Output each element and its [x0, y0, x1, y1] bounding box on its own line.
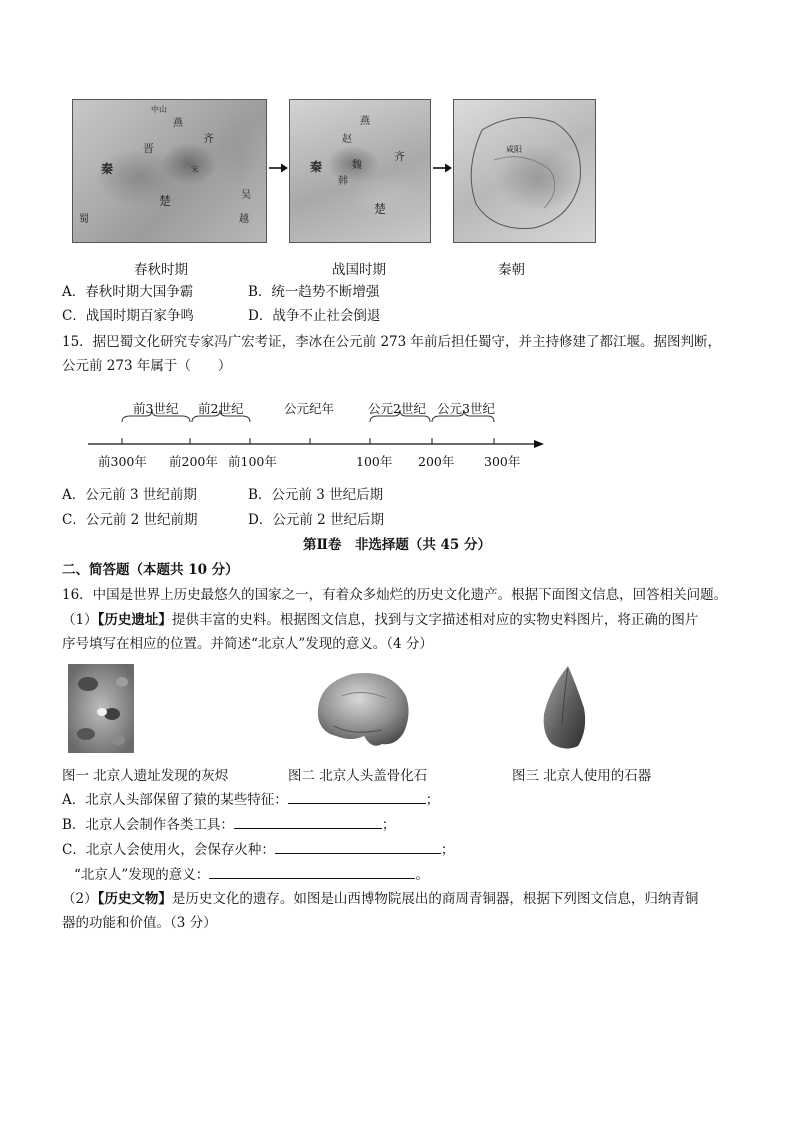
blank-d-label: “北京人”发现的意义： [74, 867, 210, 883]
map-label: 齐 [203, 132, 214, 145]
map-label: 宋 [191, 165, 199, 174]
answer-blank-a[interactable] [288, 789, 426, 804]
q16-sub2-text: 是历史文化的遗存。如图是山西博物院展出的商周青铜器，根据下列图文信息，归纳青铜 [171, 891, 699, 907]
map-label: 越 [239, 214, 249, 225]
fig2-caption: 图二 北京人头盖骨化石 [288, 768, 428, 784]
q16-sub2-tag: 【历史文物】 [97, 891, 172, 907]
map-label: 燕 [360, 116, 370, 127]
blank-a-label: A．北京人头部保留了猿的某些特征： [62, 792, 288, 808]
section2-title: 二、简答题（本题共 10 分） [62, 562, 239, 578]
ashes-photo [68, 664, 134, 753]
map-label: 吴 [241, 190, 251, 201]
blank-a-end: ； [425, 792, 440, 808]
map-label: 中山 [151, 105, 167, 114]
map-label: 韩 [338, 176, 348, 187]
q16-blank-d [74, 864, 429, 885]
timeline-upper-label: 公元3世纪 [437, 401, 495, 416]
timeline-lower-label: 前100年 [228, 454, 277, 469]
q15-option-a: A．公元前 3 世纪前期 [62, 487, 197, 503]
blank-c-end: ； [440, 842, 455, 858]
q16-sub2-line2: 器的功能和价值。（3 分） [62, 915, 217, 931]
timeline-upper-label: 公元纪年 [284, 401, 335, 416]
blank-c-label: C．北京人会使用火，会保存火种： [62, 842, 275, 858]
q16-blank-c [62, 839, 454, 860]
fig1-caption: 图一 北京人遗址发现的灰烬 [62, 768, 229, 784]
answer-blank-c[interactable] [275, 839, 441, 854]
q15-option-b: B．公元前 3 世纪后期 [248, 487, 384, 503]
timeline-upper-label: 前2世纪 [198, 401, 244, 416]
stone-tool-photo [538, 664, 588, 752]
timeline-lower-label: 前300年 [98, 454, 147, 469]
timeline-lower-label: 100年 [356, 454, 393, 469]
map-caption: 战国时期 [332, 262, 386, 278]
blank-b-end: ； [381, 817, 396, 833]
q16-blank-b [62, 814, 395, 835]
map-label: 蜀 [79, 214, 89, 225]
map-caption: 春秋时期 [134, 262, 188, 278]
arrow-icon [432, 162, 453, 174]
timeline-upper-label: 前3世纪 [133, 401, 179, 416]
map-caption: 秦朝 [498, 262, 525, 278]
q16-sub2-line1 [62, 889, 698, 909]
q15-option-c: C．公元前 2 世纪前期 [62, 512, 198, 528]
timeline-lower-label: 200年 [418, 454, 455, 469]
map-warring-states [289, 99, 431, 243]
map-label: 晋 [143, 142, 154, 155]
blank-b-label: B．北京人会制作各类工具： [62, 817, 234, 833]
map-label: 魏 [352, 160, 362, 171]
map-label: 咸阳 [506, 145, 522, 154]
q16-sub1-line1 [62, 610, 698, 630]
q16-blank-a [62, 789, 439, 810]
timeline-upper-label: 公元2世纪 [368, 401, 426, 416]
answer-blank-d[interactable] [209, 864, 415, 879]
map-label: 秦 [310, 160, 323, 174]
q15-stem-line1: 15．据巴蜀文化研究专家冯广宏考证，李冰在公元前 273 年前后担任蜀守，并主持修建了都江堰。据图判断， [62, 334, 722, 350]
q16-sub1-text: 提供丰富的史料。根据图文信息，找到与文字描述相对应的实物史料图片，将正确的图片 [171, 612, 699, 628]
map-label: 楚 [374, 202, 387, 216]
map-label: 赵 [342, 134, 352, 145]
q16-intro: 16．中国是世界上历史最悠久的国家之一，有着众多灿烂的历史文化遗产。根据下面图文信息，回答相关问题。 [62, 587, 728, 603]
q15-option-d: D．公元前 2 世纪后期 [248, 512, 384, 528]
timeline-lower-label: 300年 [484, 454, 521, 469]
map-label: 秦 [101, 162, 114, 176]
map-label: 燕 [173, 118, 183, 129]
q14-option-d: D．战争不止社会倒退 [248, 308, 381, 324]
timeline-lower-label: 前200年 [169, 454, 218, 469]
map-spring-autumn [72, 99, 267, 243]
q15-stem-line2: 公元前 273 年属于（ ） [62, 358, 232, 374]
q16-sub1-line2: 序号填写在相应的位置。并简述“北京人”发现的意义。（4 分） [62, 636, 433, 652]
q16-sub2-prefix: （2） [62, 891, 98, 907]
q14-option-b: B．统一趋势不断增强 [248, 284, 380, 300]
map-qin-dynasty [453, 99, 596, 243]
map-label: 楚 [159, 194, 172, 208]
map-label: 齐 [394, 150, 405, 163]
arrow-icon [268, 162, 289, 174]
q14-option-c: C．战国时期百家争鸣 [62, 308, 194, 324]
part2-title: 第Ⅱ卷 非选择题（共 45 分） [302, 537, 492, 553]
q16-sub1-tag: 【历史遗址】 [97, 612, 172, 628]
q16-sub1-prefix: （1） [62, 612, 98, 628]
skull-fossil-photo [312, 666, 412, 752]
qin-border-icon [454, 100, 595, 242]
blank-d-end: 。 [415, 867, 429, 883]
q14-option-a: A．春秋时期大国争霸 [62, 284, 194, 300]
fig3-caption: 图三 北京人使用的石器 [512, 768, 652, 784]
answer-blank-b[interactable] [234, 814, 382, 829]
